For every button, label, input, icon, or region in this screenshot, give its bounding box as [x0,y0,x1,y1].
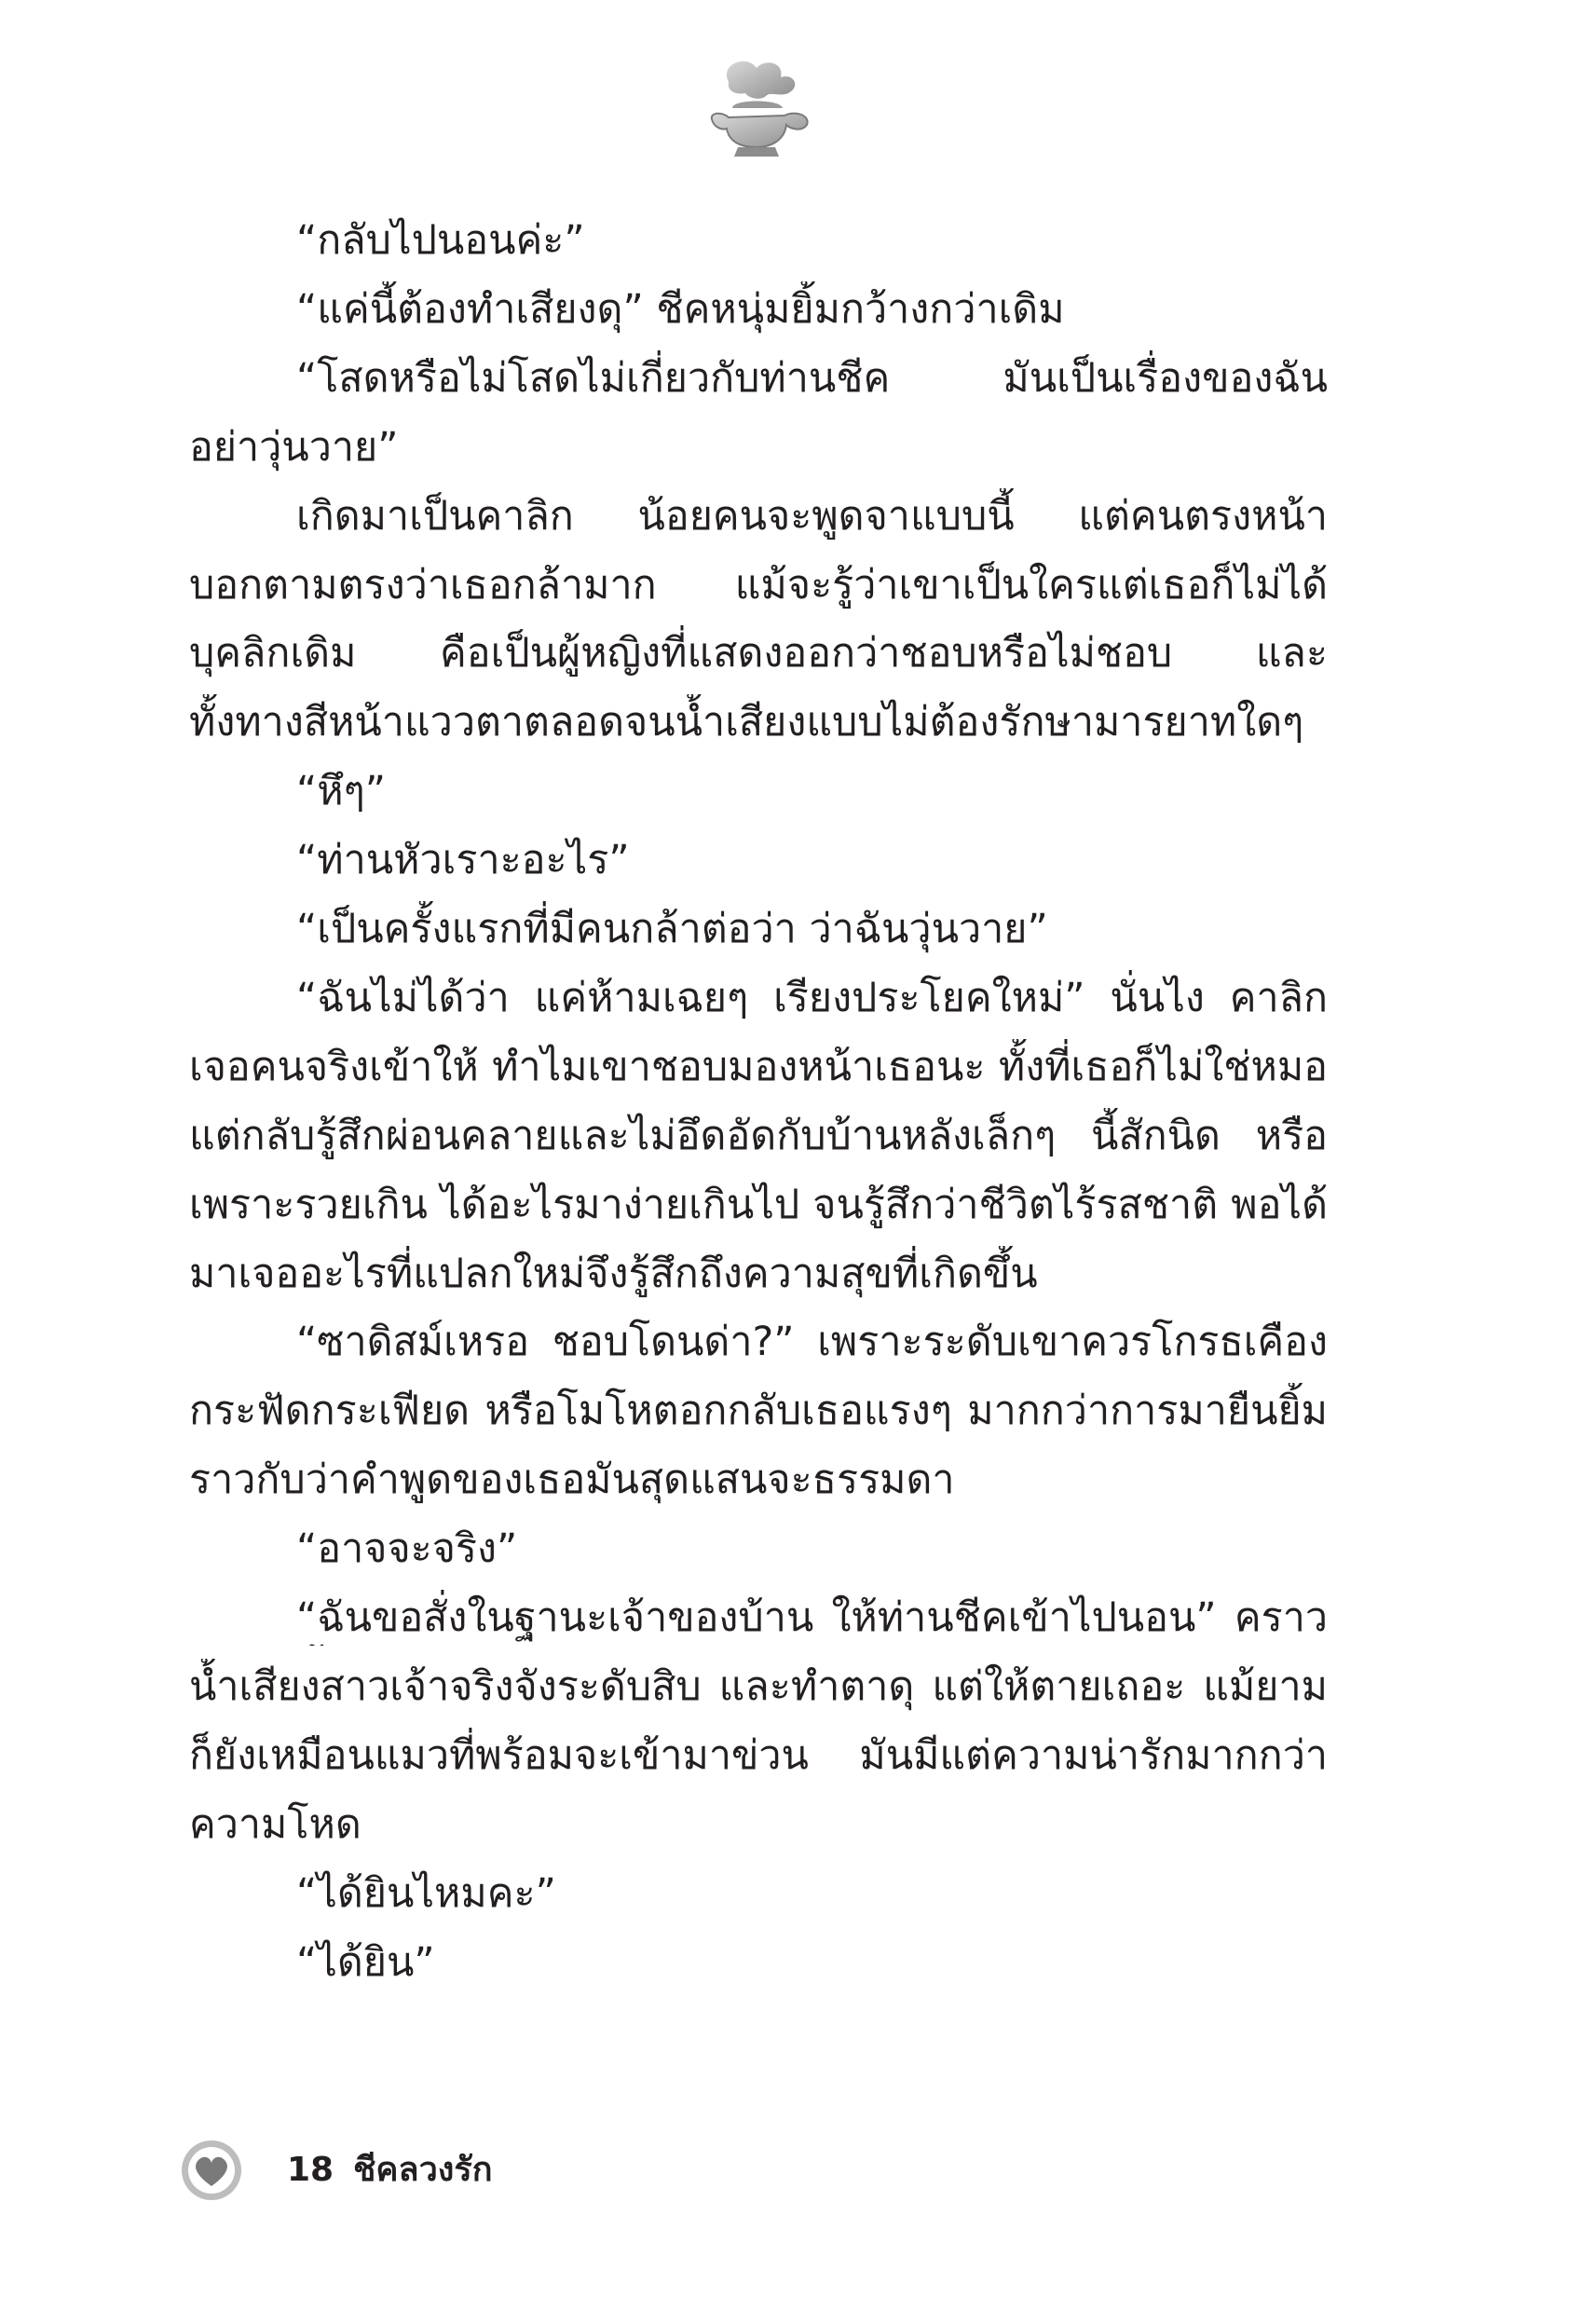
page-footer [179,2138,738,2203]
text-line: บุคลิกเดิม คือเป็นผู้หญิงที่แสดงออกว่าชอบหรือไม่ชอบ และ [189,630,1328,677]
text-line: ความโหด [189,1800,361,1848]
heart-badge-icon [179,2138,244,2203]
text-line: “ซาดิสม์เหรอ ชอบโดนด่า?” เพราะระดับเขาควรโกรธเคือง [296,1319,1328,1366]
text-line: เจอคนจริงเข้าให้ ทำไมเขาชอบมองหน้าเธอนะ ทั้งที่เธอก็ไม่ใช่หมอ [189,1043,1328,1090]
text-line: น้ำเสียงสาวเจ้าจริงจังระดับสิบ และทำตาดุ แต่ให้ตายเถอะ แม้ยาม [189,1662,1328,1710]
text-line: “ฉันไม่ได้ว่า แค่ห้ามเฉยๆ เรียงประโยคใหม่” นั่นไง คาลิก [296,974,1328,1021]
text-line: เพราะรวยเกิน ได้อะไรมาง่ายเกินไป จนรู้สึกว่าชีวิตไร้รสชาติ พอได้ [189,1181,1328,1228]
text-line: ทั้งทางสีหน้าแววตาตลอดจนน้ำเสียงแบบไม่ต้องรักษามารยาทใดๆ [189,699,1304,746]
text-line: ราวกับว่าคำพูดของเธอมันสุดแสนจะธรรมดา [189,1456,955,1504]
text-line: บอกตามตรงว่าเธอกล้ามาก แม้จะรู้ว่าเขาเป็นใครแต่เธอก็ไม่ได้ [189,561,1328,609]
text-line: “ฉันขอสั่งในฐานะเจ้าของบ้าน ให้ท่านชีคเข้าไปนอน” คราว [296,1594,1328,1641]
text-line: กระฟัดกระเฟียด หรือโมโหตอกกลับเธอแรงๆ มากกว่าการมายืนยิ้ม [189,1388,1328,1435]
text-line: “ได้ยินไหมคะ” [296,1869,556,1917]
genie-lamp-icon [691,54,822,166]
page-number: 18 [287,2151,334,2189]
text-line: ก็ยังเหมือนแมวที่พร้อมจะเข้ามาข่วน มันมีแต่ความน่ารักมากกว่า [189,1731,1328,1779]
text-line: มาเจออะไรที่แปลกใหม่จึงรู้สึกถึงความสุขที่เกิดขึ้น [189,1250,1038,1297]
text-line: “ท่านหัวเราะอะไร” [296,837,630,884]
text-line: “อาจจะจริง” [296,1525,518,1573]
text-line: เกิดมาเป็นคาลิก น้อยคนจะพูดจาแบบนี้ แต่คนตรงหน้า [296,492,1328,540]
text-line: อย่าวุ่นวาย” [189,423,399,471]
text-line: “ได้ยิน” [296,1938,435,1986]
text-line: “หึๆ” [296,768,386,815]
text-line: “แค่นี้ต้องทำเสียงดุ” ชีคหนุ่มยิ้มกว้างกว่าเดิม [296,285,1065,333]
text-line: “เป็นครั้งแรกที่มีคนกล้าต่อว่า ว่าฉันวุ่นวาย” [296,906,1048,952]
text-line: “โสดหรือไม่โสดไม่เกี่ยวกับท่านชีค มันเป็นเรื่องของฉัน [296,354,1328,402]
text-line: แต่กลับรู้สึกผ่อนคลายและไม่อึดอัดกับบ้านหลังเล็กๆ นี้สักนิด หรือ [189,1112,1328,1159]
text-line: “กลับไปนอนค่ะ” [296,217,585,264]
book-title: ชีคลวงรัก [353,2151,493,2189]
